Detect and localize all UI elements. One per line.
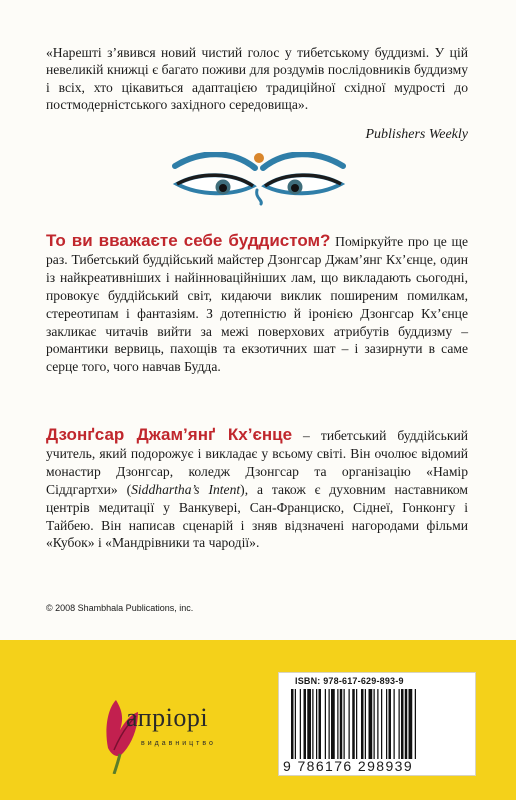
publisher-name: апріорі — [126, 703, 209, 732]
barcode-icon — [291, 689, 463, 759]
review-quote: «Нарешті з’явився новий чистий голос у тибетському буддизмі. У цій невеликій книжці є багато поживи для роздумів послідовників буддизму і всіх, хто цікавиться адаптацією традиційної східної мудрості до постмодерністського західного середовища». — [46, 45, 468, 113]
description-paragraph — [46, 232, 468, 376]
isbn-number: ISBN: 978-617-629-893-9 — [295, 676, 404, 686]
buddha-eyes-icon — [171, 152, 347, 206]
author-bio-paragraph — [46, 426, 468, 552]
author-bio-body: – тибетський буддійський учитель, який подорожує і викладає у всьому світі. Він очолює відомий монастир Дзонгсар, коледж Дзонгсар та організацію «Намір Сіддгартхи» ( — [46, 428, 468, 497]
description-body: Поміркуйте про це ще раз. Тибетський буддійський майстер Дзонгсар Джам’янг Кх’єнце, один із найкреативніших і найінноваційніших лам, що викладають сьогодні, провокує буддійський світ, кидаючи виклик поширеним помилкам, стереотипам і фантазіям. З дотепністю й іронією Дзонгсар Кх’єнце закликає читачів вийти за межі поверхових атрибутів буддизму – романтики вервиць, пахощів та екзотичних шат – і зазирнути в саме серце того, чого навчав Будда. — [46, 234, 468, 375]
isbn-barcode-box — [278, 672, 476, 776]
description-lead: То ви вважаєте себе буддистом? — [46, 231, 331, 250]
author-name: Дзонґсар Джам’янґ Кх’єнце — [46, 425, 293, 444]
review-attribution: Publishers Weekly — [365, 127, 468, 142]
copyright-notice: © 2008 Shambhala Publications, inc. — [46, 603, 194, 613]
publisher-subtitle: видавництво — [141, 740, 216, 747]
organization-english-name: Siddhartha’s Intent — [131, 481, 241, 497]
author-bio-body-2: ), а також є духовним наставником центрів медитації у Ванкувері, Сан-Франциско, Сіднеї, Гонконгу і Тайбею. Він написав сценарій і зняв відзначені нагородами фільми «Кубок» і «Мандрівники та чародії». — [46, 481, 469, 551]
barcode-digits: 9 786176 298939 — [283, 758, 413, 774]
